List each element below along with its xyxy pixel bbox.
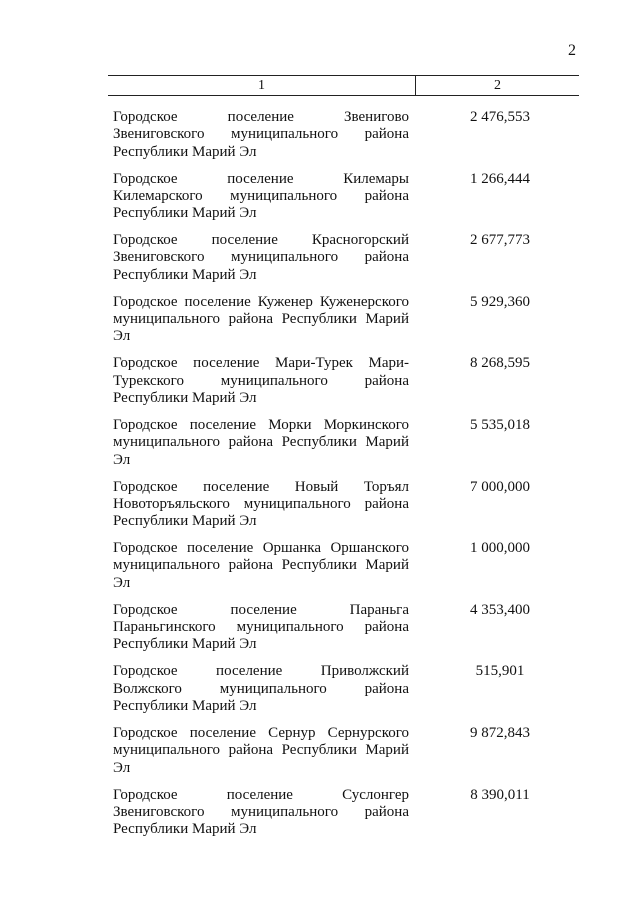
table-row <box>113 787 579 849</box>
table-row <box>113 479 579 541</box>
amount-value: 2 476,553 <box>470 109 530 125</box>
page-number: 2 <box>568 42 576 59</box>
amount-value: 1 266,444 <box>470 170 530 187</box>
settlement-name: Городское поселение Параньга Параньгинского муниципального района Республики Марий Эл <box>113 601 409 653</box>
amount-value: 8 390,011 <box>470 786 530 803</box>
table-row <box>113 232 579 294</box>
column-header-2: 2 <box>494 78 501 93</box>
data-table <box>108 75 579 838</box>
table-row <box>113 294 579 356</box>
column-header-1: 1 <box>258 78 265 93</box>
amount-value: 515,901 <box>475 663 525 680</box>
table-row <box>113 109 579 171</box>
table-row <box>113 602 579 664</box>
settlement-name: Городское поселение Мари-Турек Мари-Турекского муниципального района Республики Марий Эл <box>113 355 409 406</box>
amount-value: 8 268,595 <box>470 355 530 372</box>
settlement-name: Городское поселение Килемары Килемарского муниципального района Республики Марий Эл <box>113 170 409 222</box>
table-row <box>113 171 579 233</box>
settlement-name: Городское поселение Новый Торъял Новоторъяльского муниципального района Республики Марий Эл <box>113 478 409 530</box>
settlement-name: Городское поселение Суслонгер Звениговского муниципального района Республики Марий Эл <box>113 786 409 838</box>
table-row <box>113 725 579 787</box>
settlement-name: Городское поселение Красногорский Звениговского муниципального района Республики Марий Эл <box>113 232 409 283</box>
amount-value: 1 000,000 <box>470 540 530 557</box>
amount-value: 4 353,400 <box>470 601 530 618</box>
table-row <box>113 540 579 602</box>
table-row <box>113 663 579 725</box>
settlement-name: Городское поселение Сернур Сернурского муниципального района Республики Марий Эл <box>113 724 409 776</box>
amount-value: 5 929,360 <box>470 293 530 310</box>
amount-value: 5 535,018 <box>470 416 530 433</box>
settlement-name: Городское поселение Оршанка Оршанского муниципального района Республики Марий Эл <box>113 540 409 591</box>
settlement-name: Городское поселение Звенигово Звениговского муниципального района Республики Марий Эл <box>113 109 409 160</box>
table-header-row <box>108 75 579 96</box>
amount-value: 9 872,843 <box>470 724 530 741</box>
settlement-name: Городское поселение Морки Моркинского муниципального района Республики Марий Эл <box>113 416 409 468</box>
settlement-name: Городское поселение Приволжский Волжского муниципального района Республики Марий Эл <box>113 663 409 714</box>
table-row <box>113 355 579 417</box>
amount-value: 2 677,773 <box>470 232 530 249</box>
table-row <box>113 417 579 479</box>
table-body <box>113 109 579 848</box>
settlement-name: Городское поселение Куженер Куженерского муниципального района Республики Марий Эл <box>113 293 409 345</box>
amount-value: 7 000,000 <box>470 478 530 495</box>
